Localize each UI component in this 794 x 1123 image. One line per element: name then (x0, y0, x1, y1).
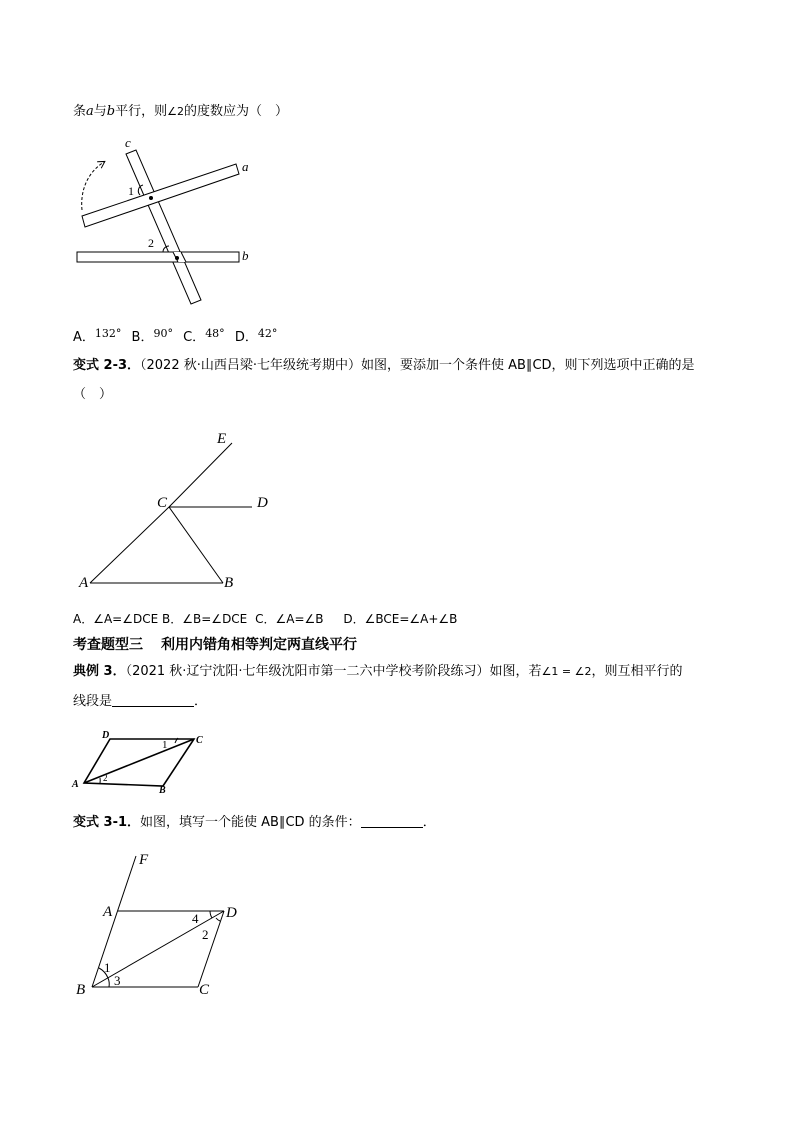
section-title: 考查题型三 (73, 637, 143, 653)
label-D: D (102, 730, 110, 741)
label-B: B (76, 982, 86, 998)
q4-answer-blank[interactable] (361, 827, 423, 828)
q3-condition: ∠1 = ∠2 (541, 665, 592, 678)
q4-text: 如图，填写一个能使 AB∥CD 的条件： (140, 815, 361, 830)
label-D: D (257, 495, 268, 511)
q1-option-c[interactable]: C．$^{48^\circ}$ (183, 327, 225, 345)
q1-text-pre: 条 (73, 104, 87, 119)
label-3: 3 (114, 973, 121, 988)
q3-text2: ，则互相平行的 (591, 664, 683, 679)
q2-option-a[interactable]: A．∠A=∠DCE (73, 612, 159, 626)
q2-stem (73, 357, 695, 375)
point-1 (149, 196, 153, 200)
q1-option-b[interactable]: B．$^{90^\circ}$ (131, 327, 173, 345)
q2-paren: （ ） (73, 387, 113, 402)
q3-line2-text: 线段是 (73, 694, 113, 709)
q1-var-a: a (86, 104, 94, 119)
q1-figure (70, 132, 270, 307)
label-C: C (199, 982, 210, 998)
label-D: D (226, 905, 237, 921)
q2-option-c[interactable]: C．∠A=∠B (255, 612, 324, 626)
label-4: 4 (192, 911, 199, 926)
q2-options (73, 610, 457, 628)
rotation-arrow (82, 162, 104, 210)
label-a: a (242, 159, 249, 174)
label-B: B (159, 785, 166, 796)
q1-options (73, 325, 277, 347)
label-2: 2 (103, 773, 108, 783)
strip-c (126, 150, 201, 304)
q3-answer-blank[interactable] (112, 706, 194, 707)
q1-option-a[interactable]: A．$^{132^\circ}$ (73, 327, 122, 345)
q2-option-b[interactable]: B．∠B=∠DCE (162, 612, 248, 626)
label-A: A (72, 779, 79, 790)
label-A: A (103, 904, 113, 920)
q3-text: （2021 秋·辽宁沈阳·七年级沈阳市第一二六中学校考阶段练习）如图，若 (125, 664, 542, 679)
label-2: 2 (148, 236, 154, 250)
q1-option-d[interactable]: D．$^{42^\circ}$ (234, 327, 278, 345)
q3-line2 (73, 693, 207, 711)
q4-stem (73, 814, 436, 832)
q1-text-mid: 与 (93, 104, 107, 119)
q3-end: ． (194, 694, 208, 709)
q3-figure (70, 728, 215, 798)
label-1: 1 (162, 739, 168, 751)
point-2 (175, 256, 179, 260)
q4-end: ． (422, 815, 436, 830)
q3-stem (73, 663, 683, 681)
q2-option-d[interactable]: D．∠BCE=∠A+∠B (343, 612, 458, 626)
label-C: C (157, 495, 168, 511)
q2-label: 变式 2-3． (73, 358, 141, 373)
label-F: F (139, 852, 149, 868)
label-1: 1 (128, 184, 134, 198)
label-1: 1 (104, 960, 111, 975)
q1-stem (73, 103, 288, 121)
label-B: B (224, 575, 234, 591)
q3-label: 典例 3． (73, 664, 126, 679)
label-A: A (79, 575, 89, 591)
label-b: b (242, 248, 249, 263)
label-C: C (196, 735, 203, 746)
q1-angle: ∠2 (167, 105, 185, 118)
q1-text-post2: 的度数应为（ ） (184, 104, 289, 119)
q1-text-post: 平行，则 (115, 104, 168, 119)
q4-label: 变式 3-1． (73, 815, 141, 830)
label-E: E (217, 431, 227, 447)
q1-var-b: b (106, 104, 116, 119)
section-subtitle: 利用内错角相等判定两直线平行 (161, 637, 357, 653)
q2-text: （2022 秋·山西吕梁·七年级统考期中）如图，要添加一个条件使 AB∥CD，则下列选项中正确的是 (140, 358, 695, 373)
strip-b (77, 252, 239, 262)
q4-figure (72, 848, 252, 1003)
label-2: 2 (202, 927, 209, 942)
label-c: c (125, 135, 131, 150)
q2-figure (75, 425, 280, 595)
section-heading (73, 636, 357, 654)
